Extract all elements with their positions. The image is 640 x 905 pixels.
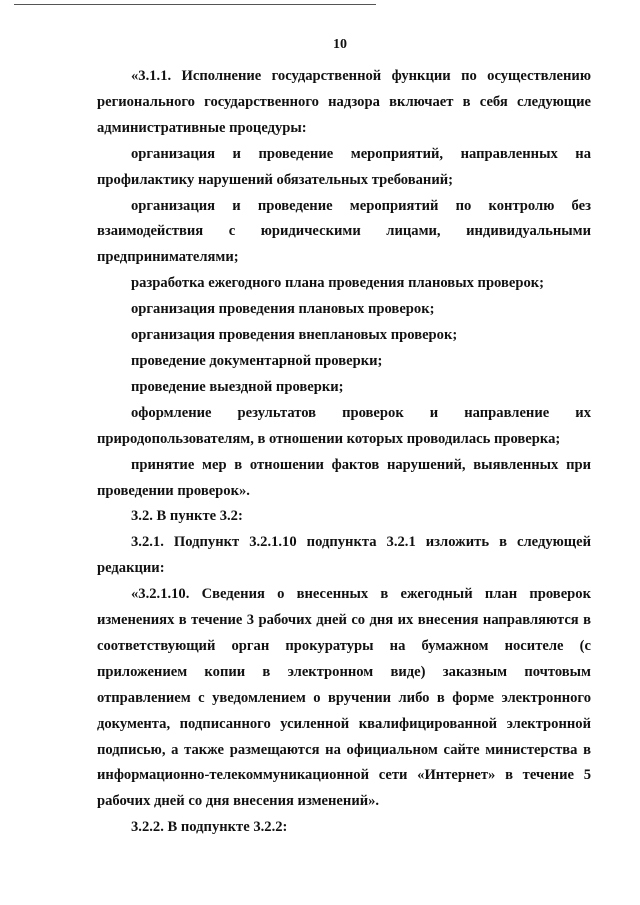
paragraph-procedure-unplanned: организация проведения внеплановых проверок;: [131, 327, 458, 344]
page-number: 10: [333, 37, 347, 52]
paragraph-procedure-control: организация и проведение мероприятий по контролю без взаимодействия с юридическими лицами, индивидуальными предпринимателями;: [97, 197, 591, 266]
paragraph-3-2-2: 3.2.2. В подпункте 3.2.2:: [131, 819, 288, 836]
paragraph-procedure-annual-plan: разработка ежегодного плана проведения плановых проверок;: [131, 275, 545, 292]
paragraph-procedure-prevention: организация и проведение мероприятий, направленных на профилактику нарушений обязательных требований;: [97, 145, 591, 188]
document-body: [97, 64, 591, 841]
paragraph-procedure-planned: организация проведения плановых проверок;: [131, 301, 435, 318]
paragraph-procedure-measures: принятие мер в отношении фактов нарушений, выявленных при проведении проверок».: [97, 456, 591, 499]
paragraph-3-2-1-10: «3.2.1.10. Сведения о внесенных в ежегодный план проверок изменениях в течение 3 рабочих дней со дня их внесения направляются в соответствующий орган прокуратуры на бумажном носителе (с приложением копии в электронном виде) заказным почтовым отправлением с уведомлением о вручении либо в форме электронного документа, подписанного усиленной квалифицированной электронной подписью, а также размещаются на официальном сайте министерства в информационно-телекоммуникационной сети «Интернет» в течение 5 рабочих дней со дня внесения изменений».: [97, 586, 591, 810]
paragraph-3-2: 3.2. В пункте 3.2:: [131, 508, 243, 525]
paragraph-3-2-1: 3.2.1. Подпункт 3.2.1.10 подпункта 3.2.1 изложить в следующей редакции:: [97, 534, 591, 577]
paragraph-3-1-1: «3.1.1. Исполнение государственной функции по осуществлению регионального государственного надзора включает в себя следующие административные процедуры:: [97, 68, 591, 136]
paragraph-procedure-onsite: проведение выездной проверки;: [131, 378, 344, 395]
top-rule: [14, 4, 376, 5]
paragraph-procedure-documentary: проведение документарной проверки;: [131, 352, 383, 369]
paragraph-procedure-results: оформление результатов проверок и направление их природопользователям, в отношении которых проводилась проверка;: [97, 404, 591, 447]
